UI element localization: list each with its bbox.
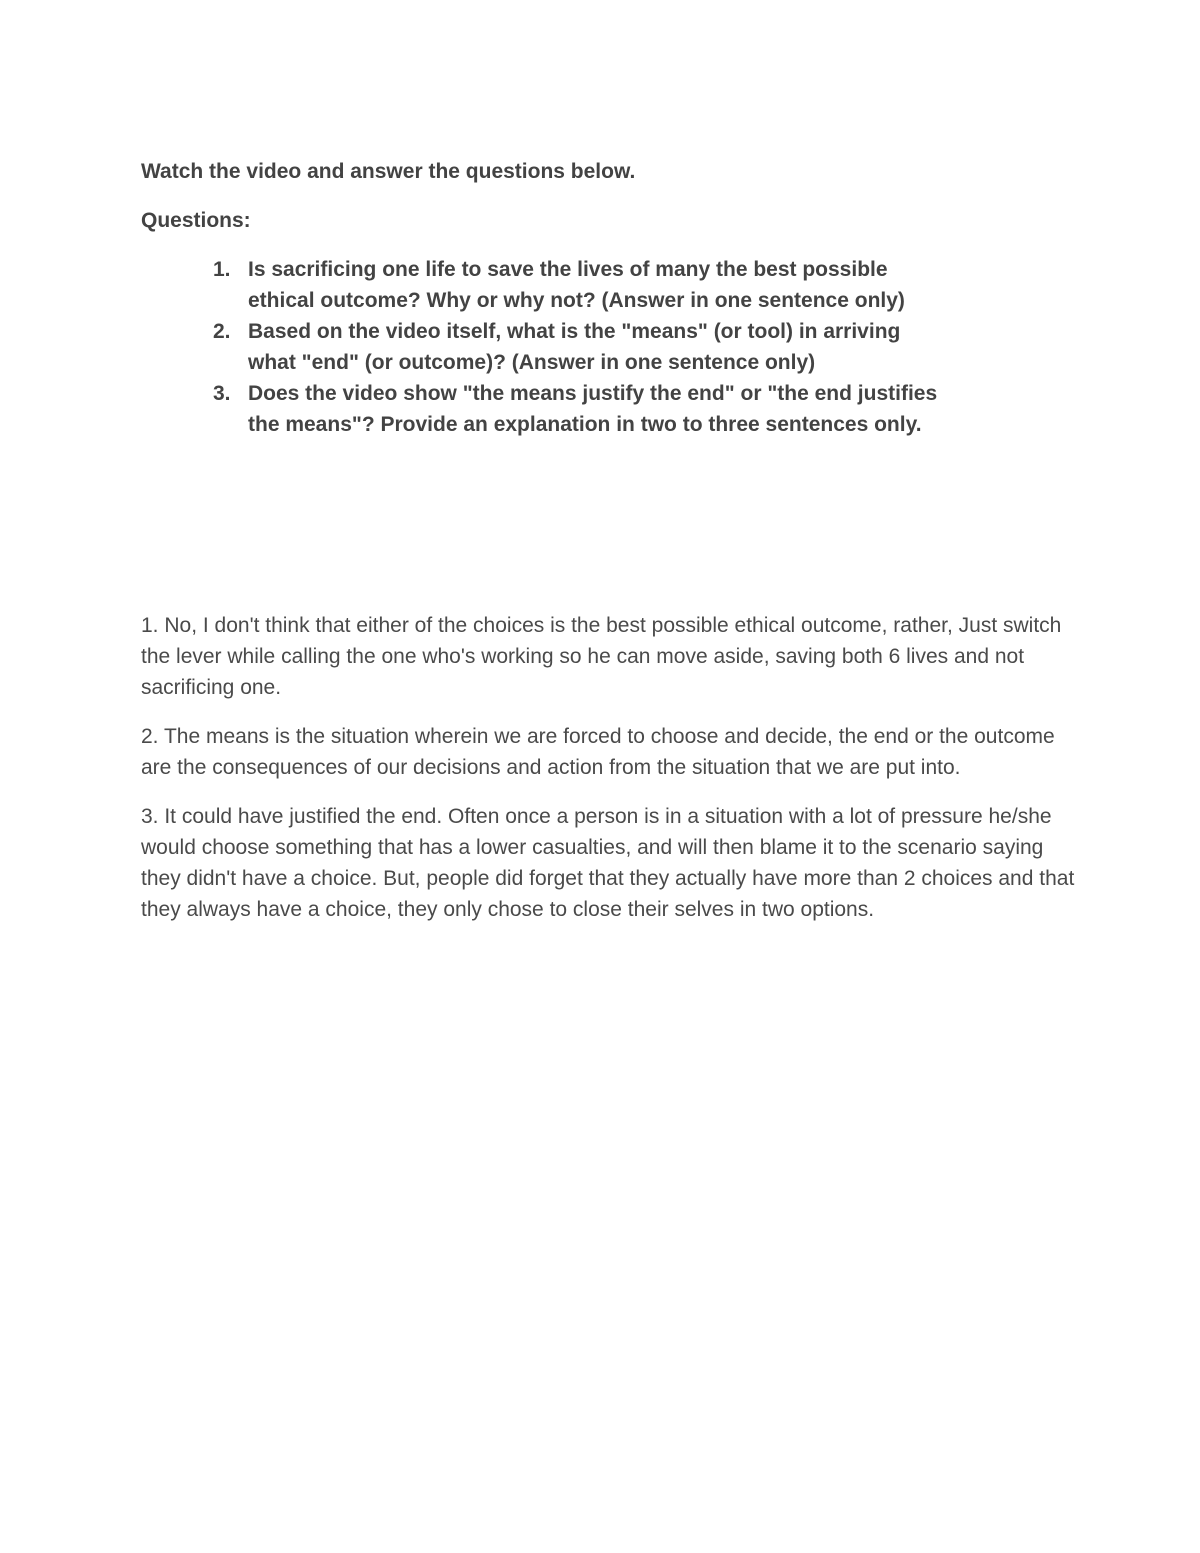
question-item — [141, 316, 948, 378]
question-number: 3. — [213, 382, 231, 405]
instructions-section — [141, 156, 1076, 440]
question-text: Is sacrificing one life to save the lives of many the best possible ethical outcome? Why or why not? (Answer in one sentence only) — [248, 258, 905, 312]
answer-paragraph: 1. No, I don't think that either of the choices is the best possible ethical outcome, rather, Just switch the lever while calling the one who's working so he can move aside, saving both 6 lives and not sacrificing one. — [141, 614, 1062, 699]
answer-paragraph: 2. The means is the situation wherein we are forced to choose and decide, the end or the outcome are the consequences of our decisions and action from the situation that we are put into. — [141, 725, 1055, 779]
question-text: Based on the video itself, what is the "means" (or tool) in arriving what "end" (or outcome)? (Answer in one sentence only) — [248, 320, 901, 374]
question-text: Does the video show "the means justify the end" or "the end justifies the means"? Provide an explanation in two to three sentences only. — [248, 382, 938, 436]
answers-section — [141, 610, 1076, 943]
question-item — [141, 254, 948, 316]
question-item — [141, 378, 948, 440]
answer-paragraph: 3. It could have justified the end. Often once a person is in a situation with a lot of pressure he/she would choose something that has a lower casualties, and will then blame it to the scenario saying they didn't have a choice. But, people did forget that they actually have more than 2 choices and that they always have a choice, they only chose to close their selves in two options. — [141, 805, 1075, 921]
questions-heading: Questions: — [141, 209, 251, 232]
question-number: 1. — [213, 258, 231, 281]
question-list — [141, 254, 1076, 440]
question-number: 2. — [213, 320, 231, 343]
instructions-intro: Watch the video and answer the questions below. — [141, 160, 636, 183]
